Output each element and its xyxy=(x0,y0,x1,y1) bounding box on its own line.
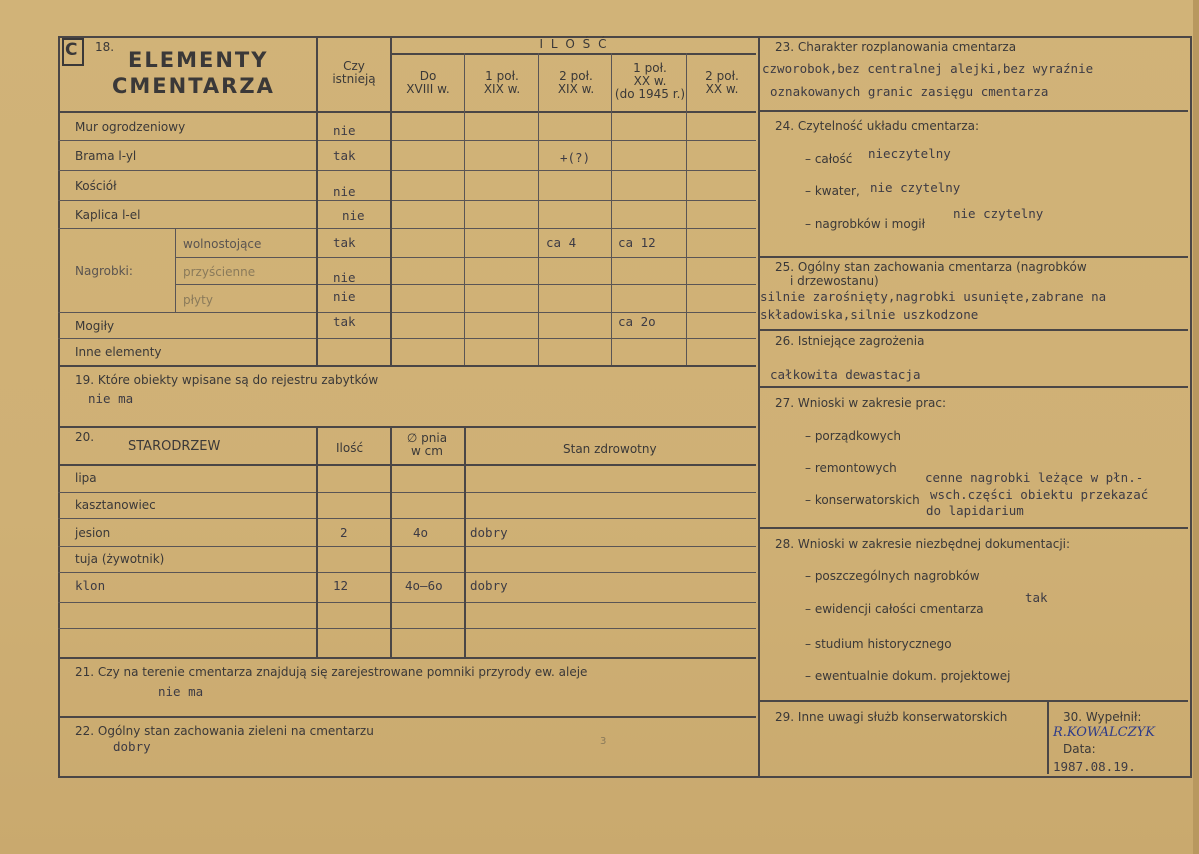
tree-jesion-stan: dobry xyxy=(470,525,508,540)
q19-label: 19. Które obiekty wpisane są do rejestru zabytków xyxy=(75,373,379,387)
q28-value: tak xyxy=(1025,590,1048,605)
q24-label: 24. Czytelność układu cmentarza: xyxy=(775,119,980,133)
q29-label: 29. Inne uwagi służb konserwatorskich xyxy=(775,710,1008,724)
q27-remontowych: – remontowych xyxy=(805,461,897,475)
row-mur-label: Mur ogrodzeniowy xyxy=(75,120,186,134)
q24-calosc: – całość xyxy=(805,152,853,166)
q20-number: 20. xyxy=(75,430,95,444)
q24-nagrobkow-value: nie czytelny xyxy=(953,206,1044,221)
nagrobki-wolno-1pol-xx: ca 12 xyxy=(618,235,656,250)
row-kosciol-label: Kościół xyxy=(75,179,117,193)
q24-calosc-value: nieczytelny xyxy=(868,146,951,161)
tree-jesion-pnia: 4o xyxy=(413,525,429,540)
q28-label: 28. Wnioski w zakresie niezbędnej dokumentacji: xyxy=(775,537,1071,551)
q27-value-line2: wsch.części obiektu przekazać xyxy=(930,487,1149,502)
tree-tuja: tuja (żywotnik) xyxy=(75,552,165,566)
row-brama-czy: tak xyxy=(333,148,356,163)
section-title-line2: CMENTARZA xyxy=(112,74,275,98)
q28-ewentualnie: – ewentualnie dokum. projektowej xyxy=(805,669,1011,683)
q27-value-line3: do lapidarium xyxy=(926,503,1024,518)
q24-nagrobkow: – nagrobków i mogił xyxy=(805,217,926,231)
nagrobki-przy-label: przyścienne xyxy=(183,265,256,279)
q21-label: 21. Czy na terenie cmentarza znajdują się zarejestrowane pomniki przyrody ew. aleje xyxy=(75,665,588,679)
nagrobki-label: Nagrobki: xyxy=(75,264,133,278)
q27-konserwatorskich: – konserwatorskich xyxy=(805,493,920,507)
q30-date: 1987.08.19. xyxy=(1053,759,1136,774)
row-inne-label: Inne elementy xyxy=(75,345,162,359)
q26-value: całkowita dewastacja xyxy=(770,367,921,382)
tree-jesion: jesion xyxy=(75,526,111,540)
row-mur-czy: nie xyxy=(333,123,356,138)
q22-value: dobry xyxy=(113,739,151,754)
card-edge xyxy=(1193,0,1199,854)
q25-line1: silnie zarośnięty,nagrobki usunięte,zabrane na xyxy=(760,289,1107,304)
section-number: 18. xyxy=(95,40,115,54)
col-ilosc: I L O Ś Ć xyxy=(539,37,609,51)
row-brama-2pol-xix: +(?) xyxy=(560,150,591,165)
row-kosciol-czy: nie xyxy=(333,184,356,199)
nagrobki-wolno-czy: tak xyxy=(333,235,356,250)
tree-klon-pnia: 4o–6o xyxy=(405,578,443,593)
tree-klon-ilosc: 12 xyxy=(333,578,349,593)
q28-studium: – studium historycznego xyxy=(805,637,952,651)
row-kaplica-czy: nie xyxy=(342,208,365,223)
nagrobki-plyty-czy: nie xyxy=(333,289,356,304)
q24-kwater: – kwater, xyxy=(805,184,860,198)
q25-label: 25. Ogólny stan zachowania cmentarza (nagrobków xyxy=(775,260,1087,274)
nagrobki-przy-czy: nie xyxy=(333,270,356,285)
nagrobki-wolno-label: wolnostojące xyxy=(183,237,262,251)
col-do-xviii: Do XVIII w. xyxy=(406,69,450,96)
col-1pol-xix: 1 poł. XIX w. xyxy=(483,69,521,96)
q22-label: 22. Ogólny stan zachowania zieleni na cmentarzu xyxy=(75,724,374,738)
col-2pol-xix: 2 poł. XIX w. xyxy=(557,69,595,96)
col-czy-istnieja: Czy istnieją xyxy=(332,59,376,86)
q30-label: 30. Wypełnił: xyxy=(1063,710,1142,724)
q20-title: STARODRZEW xyxy=(128,439,221,454)
q26-label: 26. Istniejące zagrożenia xyxy=(775,334,925,348)
q20-col-stan: Stan zdrowotny xyxy=(563,442,657,456)
q21-value: nie ma xyxy=(158,684,204,699)
q25-line2: składowiska,silnie uszkodzone xyxy=(760,307,979,322)
row-mogily-1pol-xx: ca 2o xyxy=(618,314,656,329)
row-mogily-czy: tak xyxy=(333,314,356,329)
tree-jesion-ilosc: 2 xyxy=(340,525,348,540)
q20-col-pnia: ∅ pnia w cm xyxy=(406,431,448,458)
nagrobki-plyty-label: płyty xyxy=(183,293,213,307)
q23-line2: oznakowanych granic zasięgu cmentarza xyxy=(770,84,1049,99)
q20-col-ilosc: Ilość xyxy=(336,441,364,455)
nagrobki-wolno-2pol-xix: ca 4 xyxy=(546,235,577,250)
q30-name: R.KOWALCZYK xyxy=(1053,725,1155,740)
col-2pol-xx: 2 poł. XX w. xyxy=(705,69,739,96)
q27-porzadkowych: – porządkowych xyxy=(805,429,901,443)
q28-poszczegolnych: – poszczególnych nagrobków xyxy=(805,569,980,583)
q25-label2: i drzewostanu) xyxy=(790,274,879,288)
q28-ewidencji: – ewidencji całości cmentarza xyxy=(805,602,984,616)
row-kaplica-label: Kaplica l-el xyxy=(75,208,141,222)
page-mark: 3 xyxy=(600,736,607,747)
tree-klon: klon xyxy=(75,578,106,593)
col-1pol-xx: 1 poł. XX w. (do 1945 r.) xyxy=(614,61,686,101)
row-mogily-label: Mogiły xyxy=(75,319,115,333)
tree-kasztanowiec: kasztanowiec xyxy=(75,498,156,512)
q24-kwater-value: nie czytelny xyxy=(870,180,961,195)
section-letter: C xyxy=(65,40,78,60)
row-brama-label: Brama l-yl xyxy=(75,149,137,163)
tree-lipa: lipa xyxy=(75,471,97,485)
q23-label: 23. Charakter rozplanowania cmentarza xyxy=(775,40,1017,54)
q23-line1: czworobok,bez centralnej alejki,bez wyraźnie xyxy=(762,61,1094,76)
q30-date-label: Data: xyxy=(1063,742,1096,756)
q19-value: nie ma xyxy=(88,391,134,406)
tree-klon-stan: dobry xyxy=(470,578,508,593)
q27-value-line1: cenne nagrobki leżące w płn.- xyxy=(925,470,1144,485)
section-title-line1: ELEMENTY xyxy=(128,48,269,72)
q27-label: 27. Wnioski w zakresie prac: xyxy=(775,396,947,410)
